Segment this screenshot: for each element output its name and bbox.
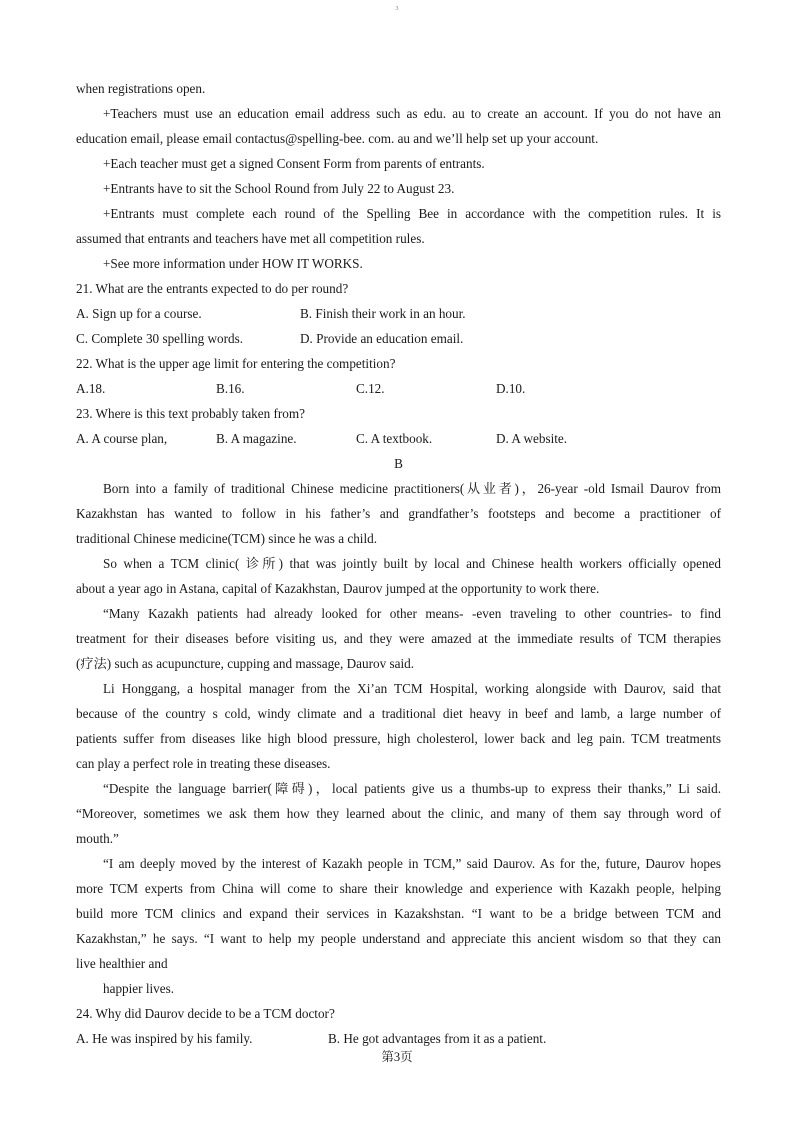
- text-line: (疗法) such as acupuncture, cupping and massage, Daurov said.: [76, 656, 415, 671]
- question-stem: 22. What is the upper age limit for entering the competition?: [76, 356, 396, 371]
- option-b: B. Finish their work in an hour.: [300, 306, 466, 321]
- question-stem: 21. What are the entrants expected to do per round?: [76, 281, 349, 296]
- text-line: mouth.”: [76, 831, 119, 846]
- text-line: Kazakhstan,” he says. “I want to help my people understand and appreciate this ancient wisdom so that they can: [76, 931, 721, 946]
- text-line: +Entrants must complete each round of the Spelling Bee in accordance with the competition rules. It is: [103, 206, 721, 221]
- text-line: build more TCM clinics and expand their services in Kazakshstan. “I want to be a bridge between TCM and: [76, 906, 721, 921]
- text-line: patients suffer from diseases like high blood pressure, high cholesterol, lower back and leg pain. TCM treatments: [76, 731, 721, 746]
- text-line: “Many Kazakh patients had already looked for other means- -even traveling to other countries- to find: [103, 606, 721, 621]
- page-content: [76, 76, 721, 1051]
- text-line: when registrations open.: [76, 81, 206, 96]
- question-stem: 23. Where is this text probably taken from?: [76, 406, 306, 421]
- text-line: because of the country s cold, windy climate and a traditional diet heavy in beef and lamb, a large number of: [76, 706, 721, 721]
- option-row: [76, 326, 721, 351]
- option-row: [76, 426, 721, 451]
- question-stem: 24. Why did Daurov decide to be a TCM doctor?: [76, 1006, 335, 1021]
- option-b: B. A magazine.: [216, 431, 297, 446]
- option-b: B. He got advantages from it as a patient.: [328, 1031, 547, 1046]
- option-a: A.18.: [76, 381, 106, 396]
- text-line: +Each teacher must get a signed Consent Form from parents of entrants.: [103, 156, 485, 171]
- text-line: more TCM experts from China will come to share their knowledge and experience with Kazakh people, helping: [76, 881, 721, 896]
- text-line: +Teachers must use an education email address such as edu. au to create an account. If you do not have an: [103, 106, 721, 121]
- option-c: C. A textbook.: [356, 431, 433, 446]
- option-row: [76, 301, 721, 326]
- option-a: A. Sign up for a course.: [76, 306, 202, 321]
- option-a: A. A course plan,: [76, 431, 168, 446]
- text-line: Li Honggang, a hospital manager from the Xi’an TCM Hospital, working alongside with Daurov, said that: [103, 681, 721, 696]
- option-a: A. He was inspired by his family.: [76, 1031, 253, 1046]
- text-line: assumed that entrants and teachers have met all competition rules.: [76, 231, 425, 246]
- text-line: live healthier and: [76, 956, 168, 971]
- text-line: +See more information under HOW IT WORKS.: [103, 256, 363, 271]
- option-d: D.10.: [496, 381, 526, 396]
- text-line: education email, please email contactus@spelling-bee. com. au and we’ll help set up your account.: [76, 131, 599, 146]
- text-line: traditional Chinese medicine(TCM) since he was a child.: [76, 531, 378, 546]
- text-line: Born into a family of traditional Chinese medicine practitioners(从业者)，26-year -old Ismail Daurov from: [103, 481, 721, 496]
- option-row: [76, 376, 721, 401]
- text-line: +Entrants have to sit the School Round from July 22 to August 23.: [103, 181, 455, 196]
- text-line: Kazakhstan has wanted to follow in his father’s and grandfather’s footsteps and become a practitioner of: [76, 506, 721, 521]
- option-d: D. Provide an education email.: [300, 331, 464, 346]
- option-c: C.12.: [356, 381, 385, 396]
- text-line: can play a perfect role in treating these diseases.: [76, 756, 331, 771]
- text-line: about a year ago in Astana, capital of Kazakhstan, Daurov jumped at the opportunity to work there.: [76, 581, 600, 596]
- text-line: “I am deeply moved by the interest of Kazakh people in TCM,” said Daurov. As for the, future, Daurov hopes: [103, 856, 721, 871]
- text-line: So when a TCM clinic( 诊所) that was jointly built by local and Chinese health workers officially opened: [103, 556, 721, 571]
- text-line: “Moreover, sometimes we ask them how they learned about the clinic, and many of them say through word of: [76, 806, 721, 821]
- text-line: treatment for their diseases before visiting us, and they were amazed at the immediate results of TCM therapies: [76, 631, 721, 646]
- option-b: B.16.: [216, 381, 245, 396]
- section-heading: B: [394, 456, 403, 471]
- option-d: D. A website.: [496, 431, 568, 446]
- text-line: happier lives.: [103, 981, 175, 996]
- text-line: “Despite the language barrier(障碍)，local patients give us a thumbs-up to express their thanks,” Li said.: [103, 781, 721, 796]
- option-c: C. Complete 30 spelling words.: [76, 331, 244, 346]
- page-footer: 第3页: [381, 1050, 413, 1064]
- page-top-mark: 3: [395, 6, 399, 12]
